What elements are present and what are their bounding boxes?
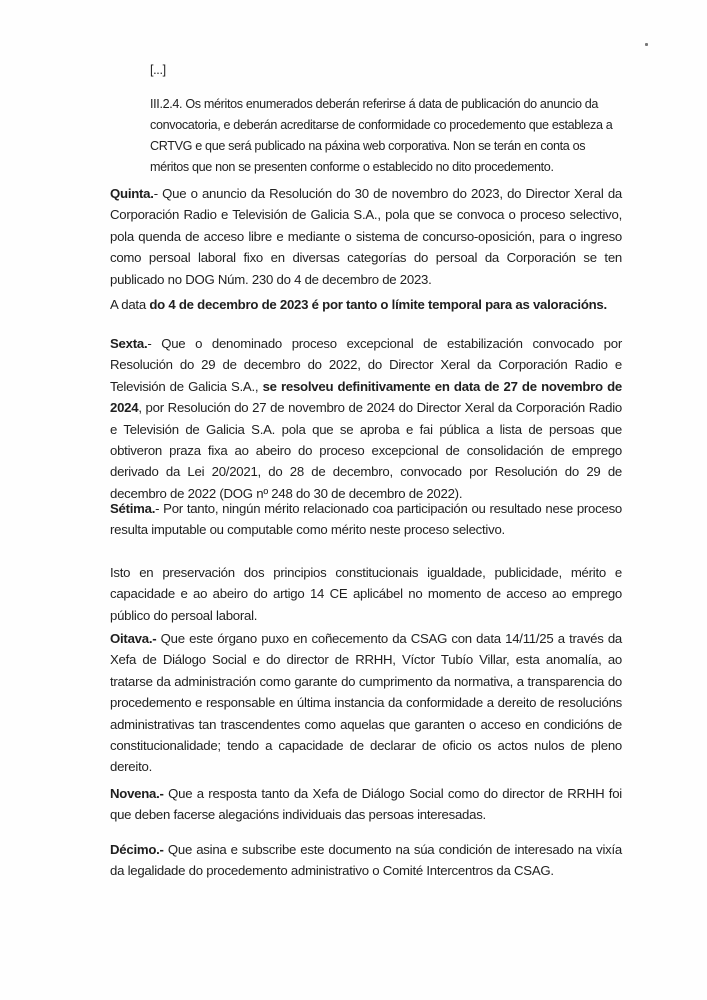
paragraph-text: - Por tanto, ningún mérito relacionado coa participación ou resultado nese proceso resulta imputable ou computable como mérito neste proceso selectivo. <box>110 501 622 538</box>
paragraph-setima <box>110 498 622 541</box>
paragraph-bold-text: se resolveu definitivamente en data de 27 de novembro de 2024 <box>110 378 622 416</box>
paragraph-lead: Sétima. <box>110 501 156 516</box>
paragraph-text: Que a resposta tanto da Xefa de Diálogo Social como do director de RRHH foi que deben facerse alegacións individuais das persoas interesadas. <box>110 786 622 823</box>
paragraph-lead: Décimo.- <box>110 842 164 857</box>
paragraph-decimo <box>110 839 622 882</box>
paragraph-time-limit <box>110 294 622 315</box>
paragraph-text: - Que o denominado proceso excepcional de estabilización convocado por Resolución do 29 de decembro do 2022, do Director Xeral da Corporación Radio e Televisión de Galicia S.A., <box>110 336 622 394</box>
paragraph-text: Que asina e subscribe este documento na súa condición de interesado na vixía da legalidade do procedemento administrativo o Comité Intercentros da CSAG. <box>110 842 622 879</box>
paragraph-text: Isto en preservación dos principios constitucionais igualdade, publicidade, mérito e capacidade e ao abeiro do artigo 14 CE aplicábel no momento de acceso ao emprego público do persoal laboral. <box>110 565 622 623</box>
scan-speck <box>645 43 648 46</box>
paragraph-text: A data <box>110 297 150 312</box>
paragraph-constitutional-principles <box>110 562 622 626</box>
paragraph-text: Que este órgano puxo en coñecemento da CSAG con data 14/11/25 a través da Xefa de Diálogo Social e do director de RRHH, Víctor Tubío Villar, esta anomalía, ao tratarse da administración como garante do cumprimento da normativa, a transparencia do procedemento e responsable en última instancia da conformidade a dereito de resolucións administrativas tan trascendentes como aquelas que garanten o acceso en condicións de constitucionalidade; tendo a capacidade de declarar de oficio os actos nulos de pleno dereito. <box>110 631 622 775</box>
paragraph-lead: Sexta. <box>110 336 148 351</box>
paragraph-sexta <box>110 333 622 504</box>
paragraph-text: , por Resolución do 27 de novembro de 2024 do Director Xeral da Corporación Radio e Televisión de Galicia S.A. pola que se aproba e fai pública a lista de persoas que obtiveron praza fixa ao abeiro do proceso excepcional de consolidación de emprego derivado da Lei 20/2021, do 28 de decembro, convocado por Resolución do 29 de decembro de 2022 (DOG nº 248 do 30 de decembro de 2022). <box>110 400 622 501</box>
paragraph-bold-text: do 4 de decembro de 2023 é por tanto o límite temporal para as valoracións. <box>149 297 607 312</box>
paragraph-lead: Quinta. <box>110 186 154 201</box>
omission-ellipsis: [...] <box>150 63 166 77</box>
paragraph-lead: Novena.- <box>110 786 164 801</box>
paragraph-quinta <box>110 183 622 290</box>
paragraph-lead: Oitava.- <box>110 631 157 646</box>
paragraph-novena <box>110 783 622 826</box>
quoted-clause: III.2.4. Os méritos enumerados deberán referirse á data de publicación do anuncio da convocatoria, e deberán acreditarse de conformidade co procedemento que estableza a CRTVG e que será publicado na páxina web corporativa. Non se terán en conta os méritos que non se presenten conforme o establecido no dito procedemento. <box>150 97 613 174</box>
paragraph-text: - Que o anuncio da Resolución do 30 de novembro do 2023, do Director Xeral da Corporación Radio e Televisión de Galicia S.A., pola que se convoca o proceso selectivo, pola quenda de acceso libre e mediante o sistema de concurso-oposición, para o ingreso como persoal laboral fixo en diversas categorías do persoal da Corporación se ten publicado no DOG Núm. 230 do 4 de decembro de 2023. <box>110 186 622 287</box>
paragraph-oitava <box>110 628 622 778</box>
